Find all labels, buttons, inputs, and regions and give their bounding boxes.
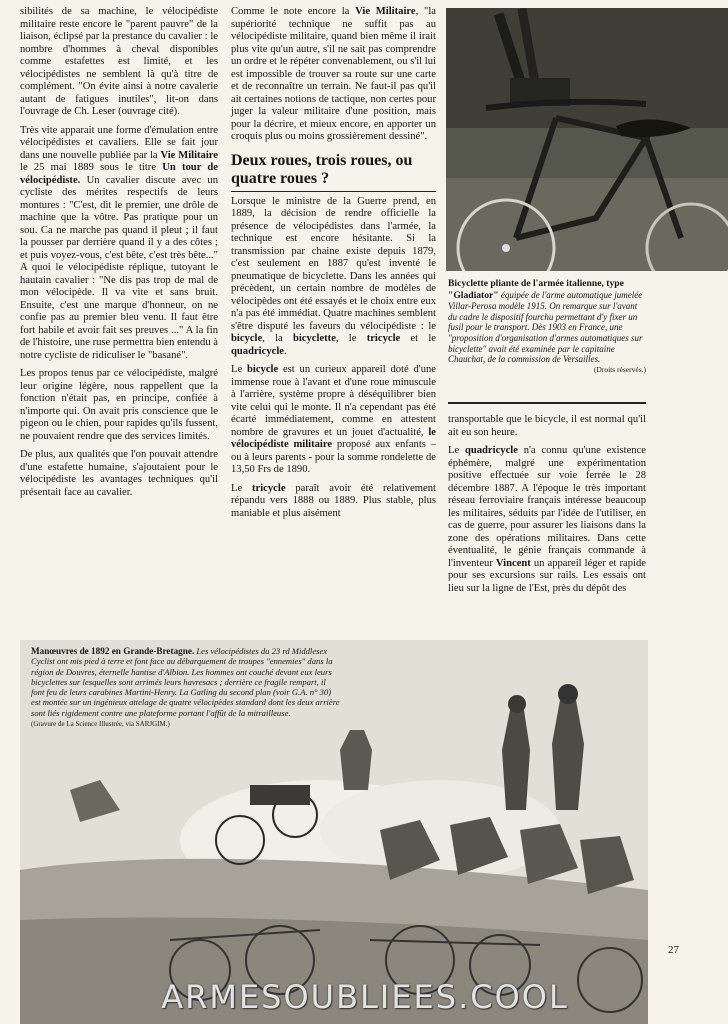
text-run: Très vite apparait une forme d'émulation entre vélocipédistes et cavaliers. Elle se fait jour dans une nouvelle publiée par la <box>20 124 218 161</box>
bold-run: quadricycle <box>464 445 518 456</box>
bold-run: tricycle <box>366 333 401 344</box>
paragraph: sibilités de sa machine, le vélocipédiste militaire reste encore le "parent pauvre" de la liaison, éclipsé par la prestance du cavalier : le nombre d'hommes à cheval disponibles comme estafettes est limité, et les vélocipédistes ne semblent là qu'à titre de complément. "On évite ainsi à notre cavalerie autant de fatigues inutiles", lit-on dans l'ouvrage de Ch. Leser (ouvrage cité). <box>20 6 218 117</box>
article-column-1 <box>20 6 218 505</box>
bold-run: le vélocipédiste militaire <box>231 426 436 450</box>
text-run: , "la supériorité technique ne suffit pas au vélocipédiste militaire, quand bien même il irait plus vite qu'un autre, s'il ne sait pas comprendre un ordre et le répéter convenablement, ou s'il lui est impossible de trouver sa route sur une carte et de reconnaître un terrain. Ne faut-il pas qu'il ait certaines notions de tactique, non certes pour juger la valeur militaire d'une position, mais pour la décrire, et mieux encore, en apporter un croquis plus ou moins grossièrement dessiné". <box>231 6 436 142</box>
bold-run: bicycle <box>231 333 263 344</box>
bold-run: bicycle <box>246 364 279 375</box>
paragraph <box>231 196 436 359</box>
page-number: 27 <box>668 944 679 956</box>
article-column-2 <box>231 6 436 526</box>
article-column-3 <box>448 414 646 601</box>
text-run: n'a connu qu'une existence éphémère, malgré une expérimentation positive effectuée sur voie ferrée le 28 décembre 1887. A l'époque le très important réseau ferroviaire français intéresse beaucoup les militaires, séduits par l'idée de l'utiliser, en cas de guerre, pour assurer les liaisons dans la zone des opérations militaires. Dans cette éventualité, le génie français commande à l'inventeur <box>448 445 646 569</box>
photo-credit: (Droits réservés.) <box>593 364 646 374</box>
caption-rule <box>448 402 646 404</box>
text-run: , le <box>335 333 367 344</box>
paragraph: Les propos tenus par ce vélocipédiste, malgré leur origine légère, nous rappellent que la fonction n'était pas, en principe, confiée à n'importe qui. On avait pris conscience que le pigeon ou le chien, pour rapides qu'ils fussent, ne pouvaient rendre que des services limités. <box>20 368 218 442</box>
photo-caption <box>448 278 646 375</box>
text-run: paraît avoir été relativement répandu vers 1888 ou 1889. Plus stable, plus maniable et plus aisément <box>231 482 436 519</box>
bold-run: Un tour de vélocipédiste. <box>20 162 218 186</box>
text-run: le 25 mai 1889 sous le titre <box>20 162 163 173</box>
paragraph: transportable que le bicycle, il est normal qu'il ait eu son heure. <box>448 414 646 438</box>
bold-run: Vie Militaire <box>355 6 416 17</box>
engraving-credit: (Gravure de La Science Illustrée, via SARJGIM.) <box>31 720 170 729</box>
text-run: Un cavalier discute avec un cycliste des mérites respectifs de leurs montures : "C'est, dit le premier, une drôle de machine que la vôtre. Pas pratique pour un sou. Ca ne marche pas quand il pleut ; il faut la pousser par derrière quand il y a des côtes ; et puis voyez-vous, c'est bête, c'est très bête..." A quoi le vélocipédiste réplique, tutoyant le hautain cavalier : "Ne dis pas trop de mal de mon vélocipède. Il va vite et sans bruit. Ensuite, c'est une marque d'honneur, on ne confie pas au premier bleu venu. Il faut être fort habile et avoir fait ses preuves ..." A la fin de l'histoire, une ruse permettra bien entendu à notre cycliste de ridiculiser le "basané". <box>20 174 218 361</box>
text-run: , la <box>262 333 293 344</box>
text-run: Le <box>231 364 247 375</box>
text-run: et le <box>400 333 437 344</box>
bold-run: bicyclette <box>292 333 336 344</box>
bicycle-machine-gun-photo <box>446 8 728 271</box>
text-run: est un curieux appareil doté d'une immense roue à l'avant et d'une roue minuscule à l'arrière, système propre à déséquilibrer bien vite celui qui le monte. Il n'a cependant pas été écarté immédiatement, comme en attestent nombre de gravures et un jouet d'actualité, <box>231 364 436 438</box>
paragraph <box>20 125 218 363</box>
watermark: ARMESOUBLIEES.COOL <box>161 978 569 1016</box>
caption-lead: Bicyclette pliante de l'armée italienne, type "Gladiator" <box>448 278 624 301</box>
paragraph <box>231 364 436 477</box>
bold-run: quadricycle <box>231 345 284 357</box>
paragraph: De plus, aux qualités que l'on pouvait attendre d'une estafette humaine, s'ajoutaient pour le vélocipédiste les avantages techniques qu'il présentait face au cavalier. <box>20 449 218 498</box>
paragraph <box>231 6 436 144</box>
text-run: Le <box>231 482 252 494</box>
paragraph <box>231 483 436 521</box>
text-run: proposé aux enfants – ou à leurs parents - pour la somme rondelette de 13,50 Frs de 1890. <box>231 439 436 475</box>
caption-text: Les vélocipédistes du 23 rd Middlesex Cyclist ont mis pied à terre et font face au débarquement de troupes "ennemies" dans la région de Douvres, éternelle hantise d'Albion. Les hommes ont couché devant eux leurs bicyclettes sur lesquelles sont arrimés leurs havresacs ; derrière ce fragile rempart, il font feu de leurs carabines Martini-Henry. La Gatling du second plan (voir G.A. n° 30) est montée sur un ingénieux attelage de quatre vélocipèdes standard dont les deux arrière sont liés rigidement contre une plateforme portant l'affût de la mitrailleuse. <box>31 646 340 718</box>
bold-run: tricycle <box>252 482 286 494</box>
paragraph <box>448 445 646 595</box>
text-run: Le <box>448 445 465 456</box>
text-run: Lorsque le ministre de la Guerre prend, en 1889, la décision de rendre officielle la présence de vélocipédistes dans l'armée, la technique est encore hésitante. Si la transmission par chaine existe depuis 1879, c'est seulement en 1887 qu'est inventé le pneumatique de bicyclette. Dans les années qui précèdent, un certain nombre de modèles de vélocipèdes ont été essayés et le choix entre eux n'a pas été immédiat. Quatre machines semblent s'être disputé les faveurs du vélocipédiste : le <box>231 195 436 332</box>
text-run: un appareil léger et rapide pour ses excursions sur rails. Les essais ont lieu sur la ligne de l'Est, près du dépôt des <box>448 557 646 594</box>
caption-lead: Manœuvres de 1892 en Grande-Bretagne. <box>31 646 195 656</box>
bold-run: Vie Militaire <box>160 149 218 161</box>
text-run: Comme le note encore la <box>231 6 356 17</box>
bold-run: Vincent <box>495 557 531 569</box>
text-run: . <box>283 345 287 357</box>
engraving-caption <box>31 646 341 729</box>
caption-text: équipée de l'arme automatique jumelée Villar-Perosa modèle 1915. On remarque sur l'avant du cadre le dispositif fourchu permettant d'y fixer un fusil pour le transport. Dès 1903 en France, une "proposition d'organisation d'armes automatiques sur bicyclette" avait été examinée par le capitaine Chauchat, de la commission de Versailles. <box>448 289 643 365</box>
section-heading: Deux roues, trois roues, ou quatre roues ? <box>231 152 436 192</box>
